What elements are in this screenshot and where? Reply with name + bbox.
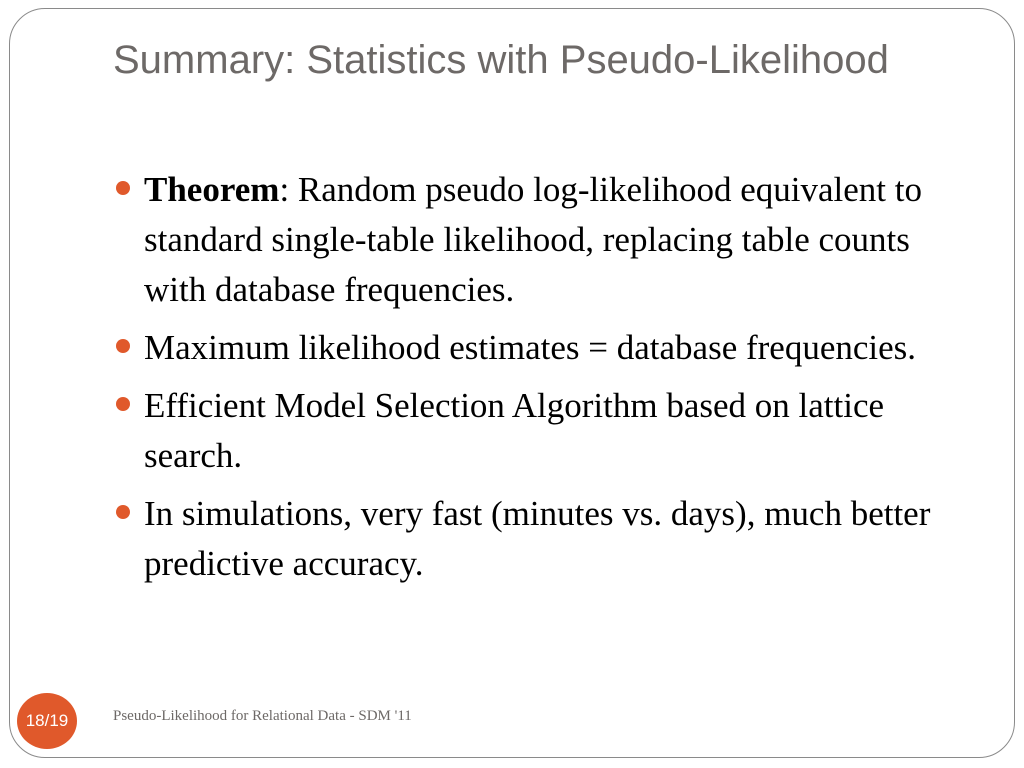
bullet-text: Efficient Model Selection Algorithm based on lattice search. (144, 386, 885, 475)
bullet-lead-text: Theorem (144, 170, 280, 209)
bullet-text: In simulations, very fast (minutes vs. days), much better predictive accuracy. (144, 494, 931, 583)
bullet-dot-icon (116, 397, 130, 411)
bullet-dot-icon (116, 181, 130, 195)
slide-title: Summary: Statistics with Pseudo-Likelihood (113, 38, 889, 82)
bullet-dot-icon (116, 339, 130, 353)
bullet-list (112, 165, 972, 597)
bullet-item-model-selection (112, 381, 972, 481)
bullet-item-theorem (112, 165, 972, 315)
bullet-dot-icon (116, 505, 130, 519)
bullet-text: Maximum likelihood estimates = database frequencies. (144, 328, 917, 367)
bullet-text: : Random pseudo log-likelihood equivalent to standard single-table likelihood, replacing table counts with database frequencies. (144, 170, 922, 309)
slide-footer: Pseudo-Likelihood for Relational Data - SDM '11 (113, 708, 412, 724)
bullet-item-simulations (112, 489, 972, 589)
page-number-badge: 18/19 (17, 693, 77, 749)
bullet-item-mle (112, 323, 972, 373)
